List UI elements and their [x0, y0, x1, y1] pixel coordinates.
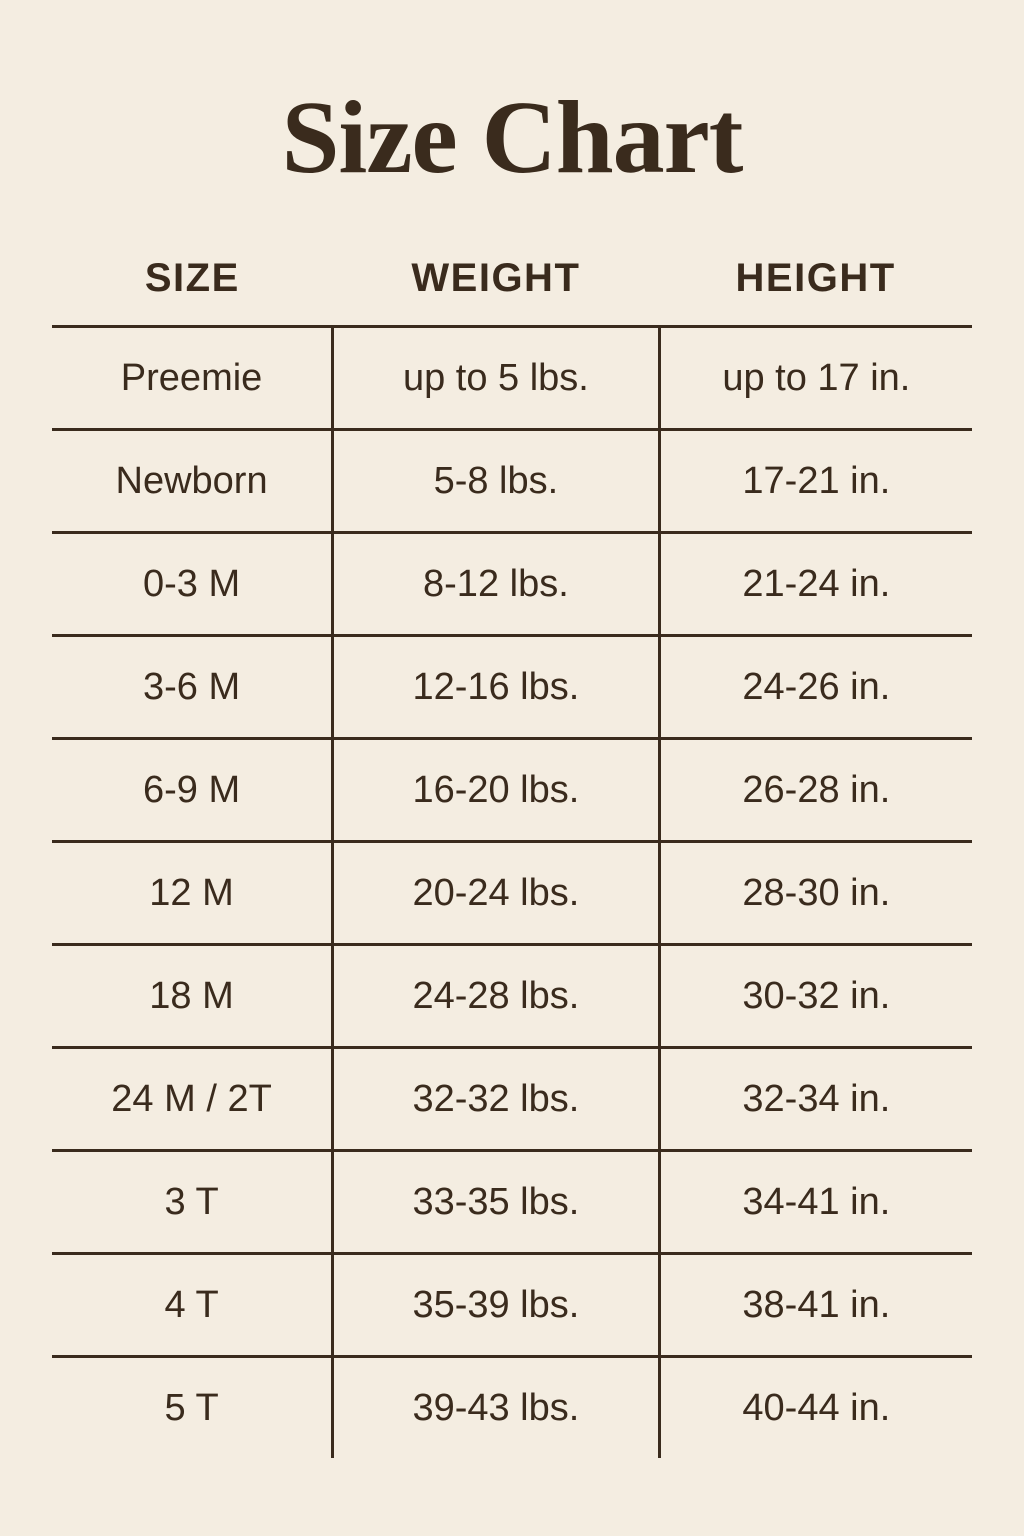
cell-size: 3 T [52, 1151, 333, 1254]
cell-height: 17-21 in. [659, 430, 972, 533]
cell-weight: 8-12 lbs. [333, 533, 660, 636]
cell-size: Newborn [52, 430, 333, 533]
cell-height: 30-32 in. [659, 945, 972, 1048]
cell-height: 38-41 in. [659, 1254, 972, 1357]
cell-height: 40-44 in. [742, 1386, 891, 1429]
table-body [52, 327, 972, 1459]
table-row [52, 1151, 972, 1254]
size-chart-table [52, 256, 972, 1458]
cell-height: 26-28 in. [659, 739, 972, 842]
cell-weight: 24-28 lbs. [333, 945, 660, 1048]
cell-weight: 5-8 lbs. [333, 430, 660, 533]
cell-height: 28-30 in. [659, 842, 972, 945]
cell-weight: up to 5 lbs. [333, 327, 660, 430]
table-row [52, 327, 972, 430]
table-row [52, 1357, 972, 1459]
cell-size: 3-6 M [52, 636, 333, 739]
cell-size: 6-9 M [52, 739, 333, 842]
cell-height: 32-34 in. [659, 1048, 972, 1151]
cell-size: 5 T [52, 1357, 333, 1459]
cell-weight: 35-39 lbs. [333, 1254, 660, 1357]
column-header-weight: WEIGHT [411, 256, 581, 300]
cell-weight: 32-32 lbs. [333, 1048, 660, 1151]
cell-size: 12 M [52, 842, 333, 945]
table-row [52, 945, 972, 1048]
cell-size: 24 M / 2T [52, 1048, 333, 1151]
table-row [52, 842, 972, 945]
cell-weight: 39-43 lbs. [333, 1357, 660, 1459]
table-row [52, 739, 972, 842]
table-row [52, 1048, 972, 1151]
cell-height: 34-41 in. [659, 1151, 972, 1254]
cell-weight: 12-16 lbs. [333, 636, 660, 739]
cell-weight: 33-35 lbs. [333, 1151, 660, 1254]
table-header-row [52, 256, 972, 327]
table-row [52, 533, 972, 636]
cell-height: up to 17 in. [659, 327, 972, 430]
table-row [52, 430, 972, 533]
column-header-size: SIZE [144, 256, 240, 300]
cell-size: 0-3 M [52, 533, 333, 636]
cell-height: 21-24 in. [659, 533, 972, 636]
cell-size: Preemie [52, 327, 333, 430]
table-row [52, 636, 972, 739]
cell-weight: 16-20 lbs. [333, 739, 660, 842]
cell-size: 4 T [52, 1254, 333, 1357]
column-header-height: HEIGHT [735, 256, 896, 300]
cell-weight: 20-24 lbs. [333, 842, 660, 945]
cell-height: 24-26 in. [659, 636, 972, 739]
page-title: Size Chart [281, 80, 743, 195]
table-header [52, 256, 972, 327]
cell-size: 18 M [52, 945, 333, 1048]
table-row [52, 1254, 972, 1357]
